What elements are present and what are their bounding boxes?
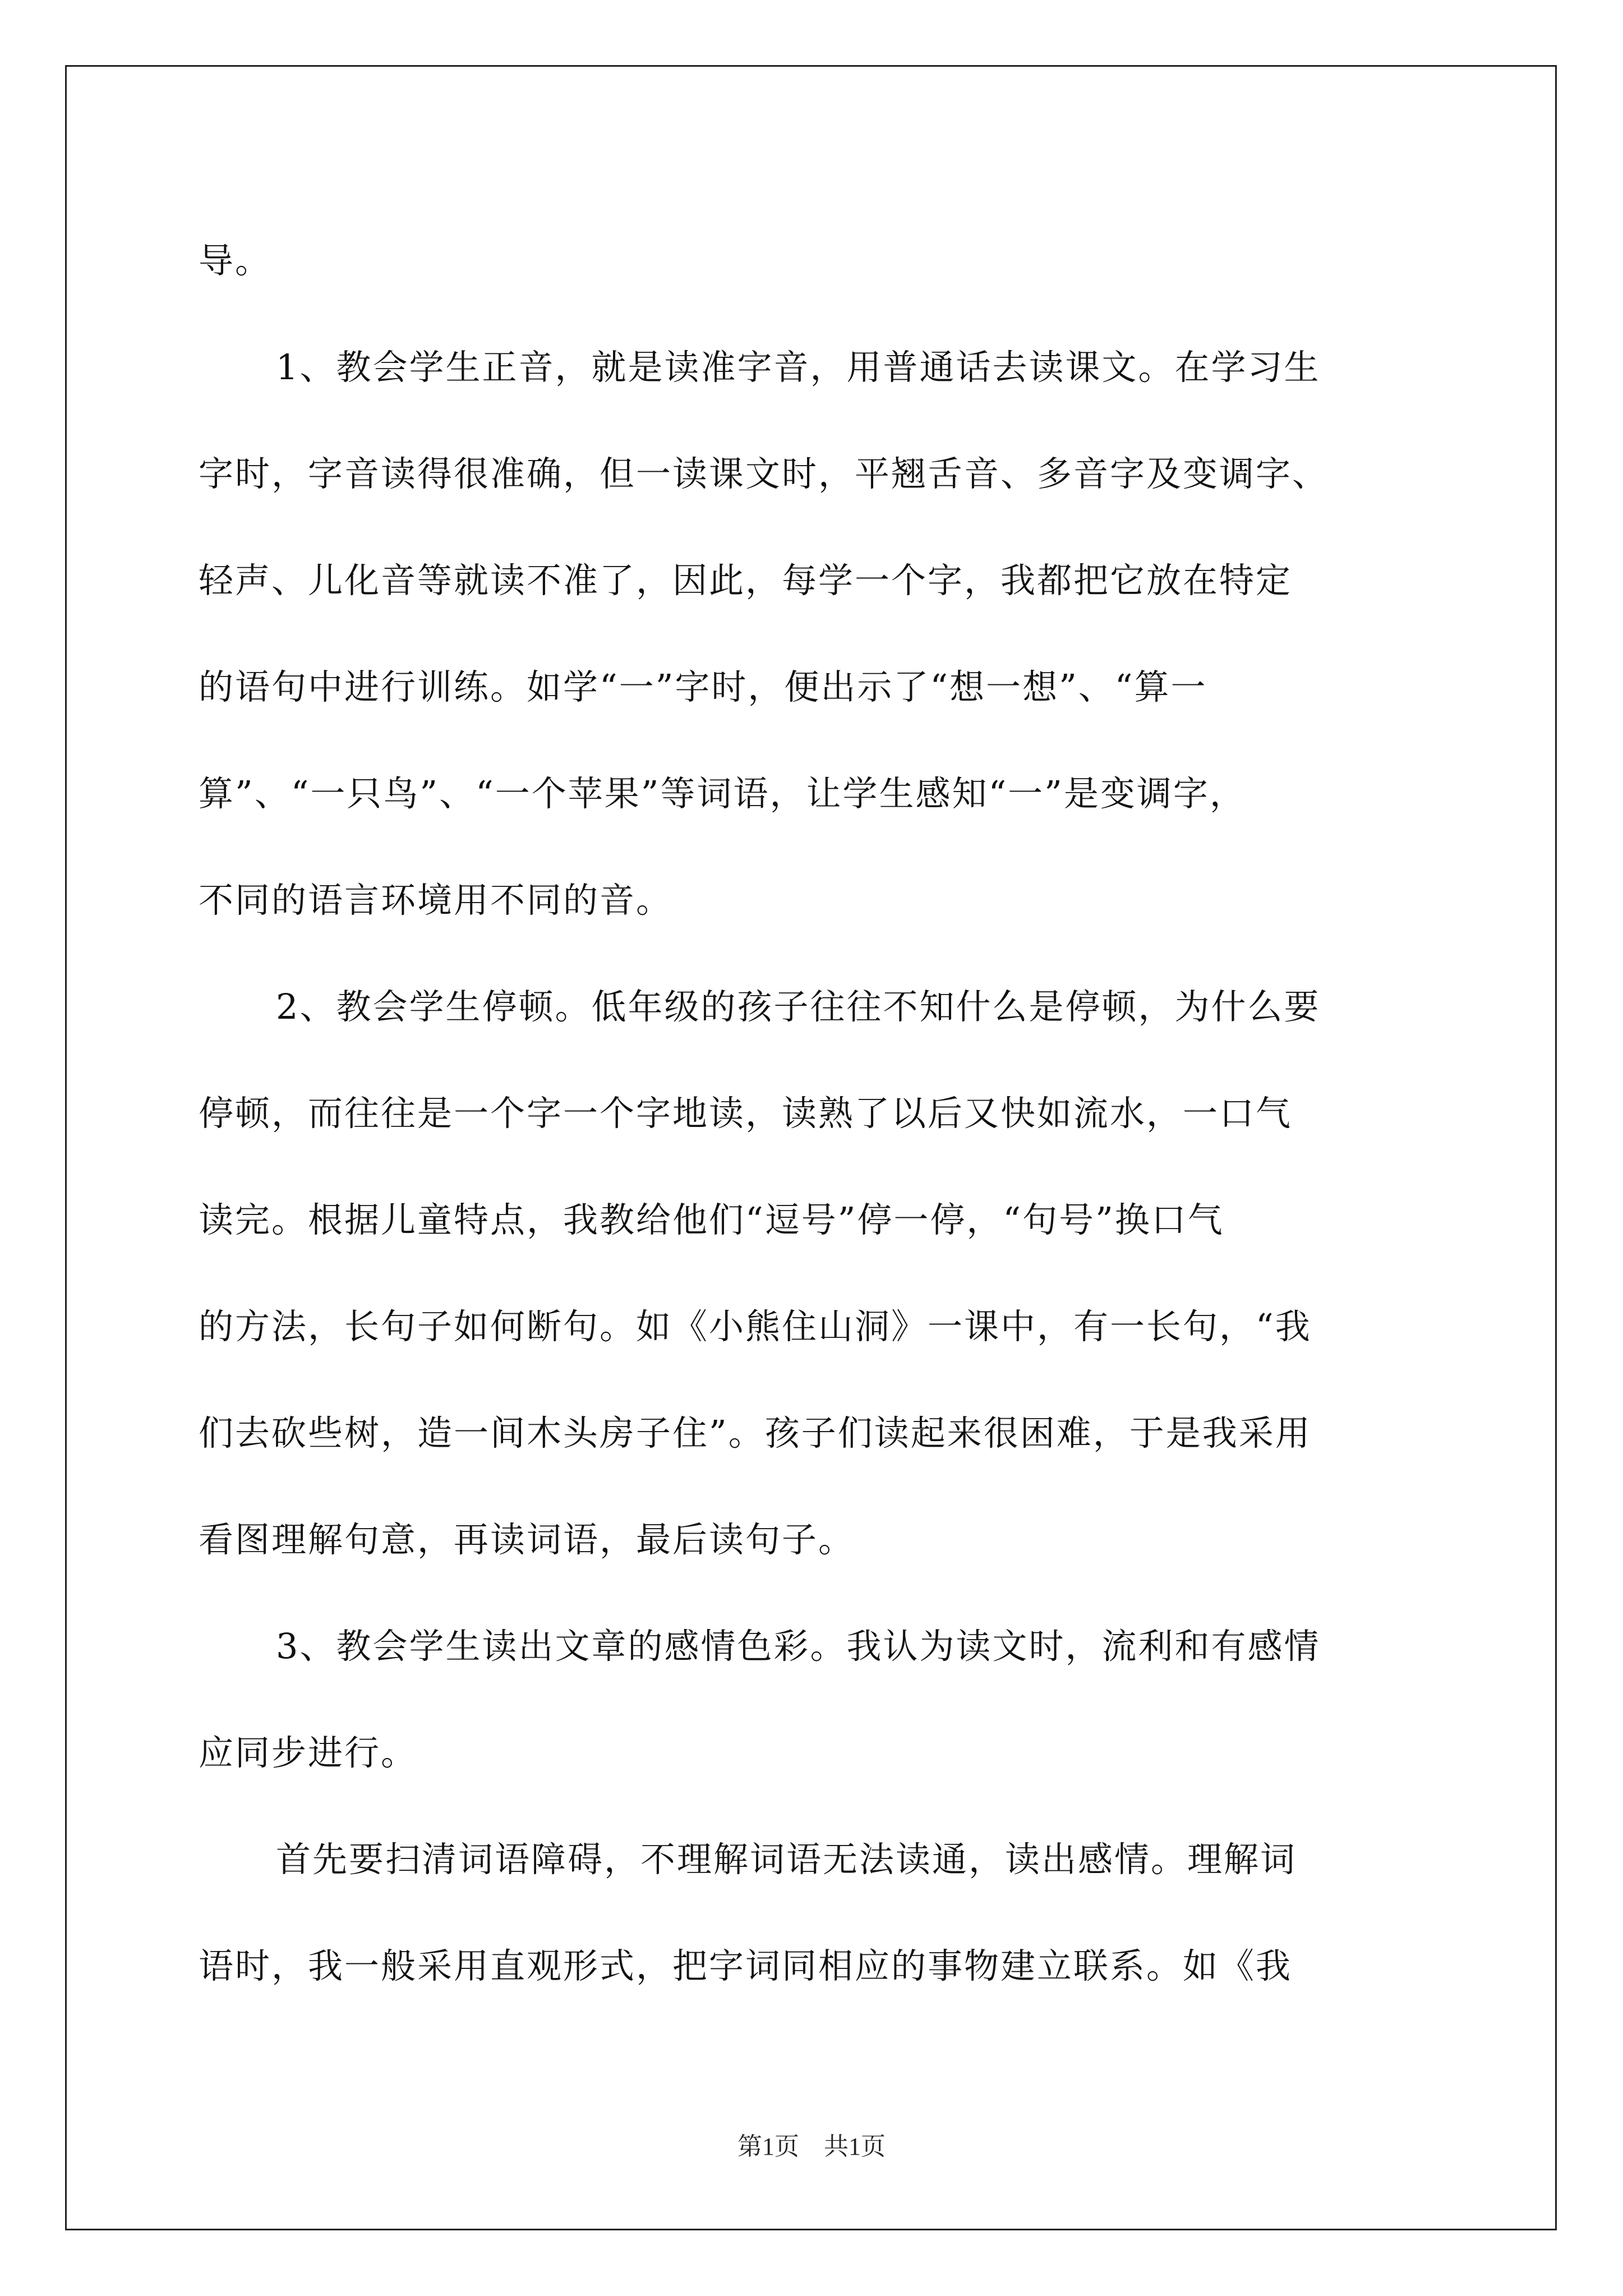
document-body <box>199 208 1477 2019</box>
text-line: 1、教会学生正音，就是读准字音，用普通话去读课文。在学习生 <box>276 347 1321 388</box>
text-line: 3、教会学生读出文章的感情色彩。我认为读文时，流利和有感情 <box>276 1626 1321 1667</box>
text-line: 们去砍些树，造一间木头房子住”。孩子们读起来很困难，于是我采用 <box>199 1412 1312 1453</box>
text-line: 算”、“一只鸟”、“一个苹果”等词语，让学生感知“一”是变调字， <box>199 773 1246 814</box>
text-line: 语时，我一般采用直观形式，把字词同相应的事物建立联系。如《我 <box>199 1945 1293 1986</box>
text-line: 导。 <box>199 240 272 281</box>
text-line: 停顿，而往往是一个字一个字地读，读熟了以后又快如流水，一口气 <box>199 1093 1293 1134</box>
text-line: 应同步进行。 <box>199 1732 418 1773</box>
text-line: 看图理解句意，再读词语，最后读句子。 <box>199 1519 855 1560</box>
text-line: 的语句中进行训练。如学“一”字时，便出示了“想一想”、“算一 <box>199 666 1207 707</box>
text-line: 首先要扫清词语障碍，不理解词语无法读通，读出感情。理解词 <box>276 1839 1297 1880</box>
text-line: 2、教会学生停顿。低年级的孩子往往不知什么是停顿，为什么要 <box>276 986 1321 1027</box>
text-line: 字时，字音读得很准确，但一读课文时，平翘舌音、多音字及变调字、 <box>199 453 1329 494</box>
page-number-footer: 第1页 共1页 <box>737 2133 886 2160</box>
text-line: 读完。根据儿童特点，我教给他们“逗号”停一停，“句号”换口气 <box>199 1199 1224 1240</box>
text-line: 的方法，长句子如何断句。如《小熊住山洞》一课中，有一长句，“我 <box>199 1306 1312 1347</box>
text-line: 不同的语言环境用不同的音。 <box>199 880 673 921</box>
text-line: 轻声、儿化音等就读不准了，因此，每学一个字，我都把它放在特定 <box>199 560 1293 601</box>
